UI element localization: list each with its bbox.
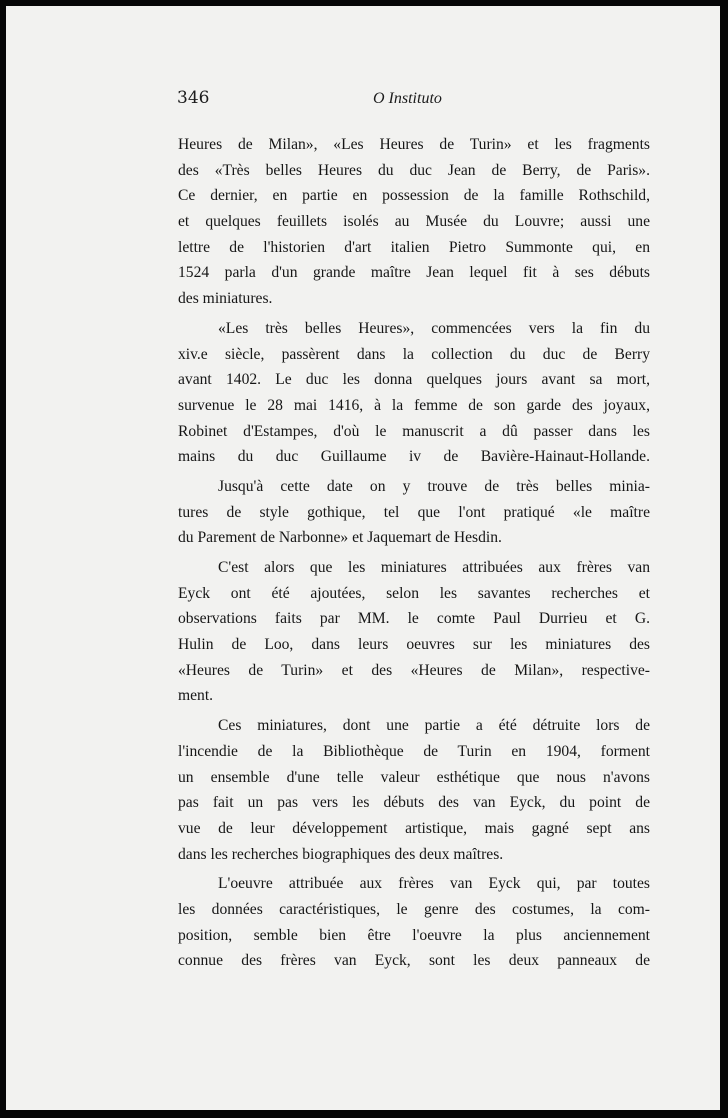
paragraph (178, 871, 650, 974)
text-line: dans les recherches biographiques des deux maîtres. (178, 845, 504, 863)
text-line: avant 1402. Le duc les donna quelques jours avant sa mort, (178, 371, 650, 389)
text-line: Hulin de Loo, dans leurs oeuvres sur les miniatures des (178, 636, 650, 654)
text-line: Heures de Milan», «Les Heures de Turin» et les fragments (178, 136, 650, 153)
text-line: Eyck ont été ajoutées, selon les savantes recherches et (178, 584, 650, 602)
text-line: L'oeuvre attribuée aux frères van Eyck qui, par toutes (218, 875, 650, 893)
text-line: «Les très belles Heures», commencées vers la fin du (218, 319, 650, 337)
text-line: du Parement de Narbonne» et Jaquemart de Hesdin. (178, 529, 502, 547)
paragraph (178, 474, 650, 551)
text-line: les données caractéristiques, le genre des costumes, la com- (178, 900, 650, 918)
text-line: 1524 parla d'un grande maître Jean lequel fit à ses débuts (178, 264, 650, 282)
text-line: des miniatures. (178, 290, 273, 308)
text-line: xiv.e siècle, passèrent dans la collection du duc de Berry (178, 345, 650, 363)
body-text (178, 132, 650, 978)
running-title: O Instituto (373, 90, 442, 107)
text-line: mains du duc Guillaume iv de Bavière-Hainaut-Hollande. (178, 448, 650, 466)
paragraph (178, 555, 650, 709)
text-line: ment. (178, 687, 214, 705)
text-line: tures de style gothique, tel que l'ont pratiqué «le maître (178, 503, 650, 521)
text-line: Ces miniatures, dont une partie a été détruite lors de (218, 717, 650, 735)
text-line: Robinet d'Estampes, d'où le manuscrit a dû passer dans les (178, 422, 650, 440)
text-line: des «Très belles Heures du duc Jean de Berry, de Paris». (178, 161, 650, 179)
text-line: un ensemble d'une telle valeur esthétique que nous n'avons (178, 768, 650, 786)
text-line: et quelques feuillets isolés au Musée du Louvre; aussi une (178, 213, 650, 231)
text-line: Ce dernier, en partie en possession de la famille Rothschild, (178, 187, 650, 205)
paragraph (178, 316, 650, 470)
text-line: vue de leur développement artistique, mais gagné sept ans (178, 819, 650, 837)
text-line: connue des frères van Eyck, sont les deux panneaux de (178, 952, 650, 970)
paragraph (178, 132, 650, 312)
page-number: 346 (177, 88, 210, 108)
text-line: lettre de l'historien d'art italien Pietro Summonte qui, en (178, 238, 650, 256)
book-page (6, 6, 720, 1110)
text-line: survenue le 28 mai 1416, à la femme de son garde des joyaux, (178, 396, 650, 414)
text-line: «Heures de Turin» et des «Heures de Milan», respective- (178, 661, 650, 679)
text-line: Jusqu'à cette date on y trouve de très belles minia- (218, 477, 650, 495)
text-line: pas fait un pas vers les débuts des van Eyck, du point de (178, 794, 650, 812)
text-line: observations faits par MM. le comte Paul Durrieu et G. (178, 610, 650, 628)
text-line: position, semble bien être l'oeuvre la plus anciennement (178, 926, 650, 944)
text-line: C'est alors que les miniatures attribuées aux frères van (218, 559, 650, 576)
text-line: l'incendie de la Bibliothèque de Turin en 1904, forment (178, 742, 650, 760)
paragraph (178, 713, 650, 867)
